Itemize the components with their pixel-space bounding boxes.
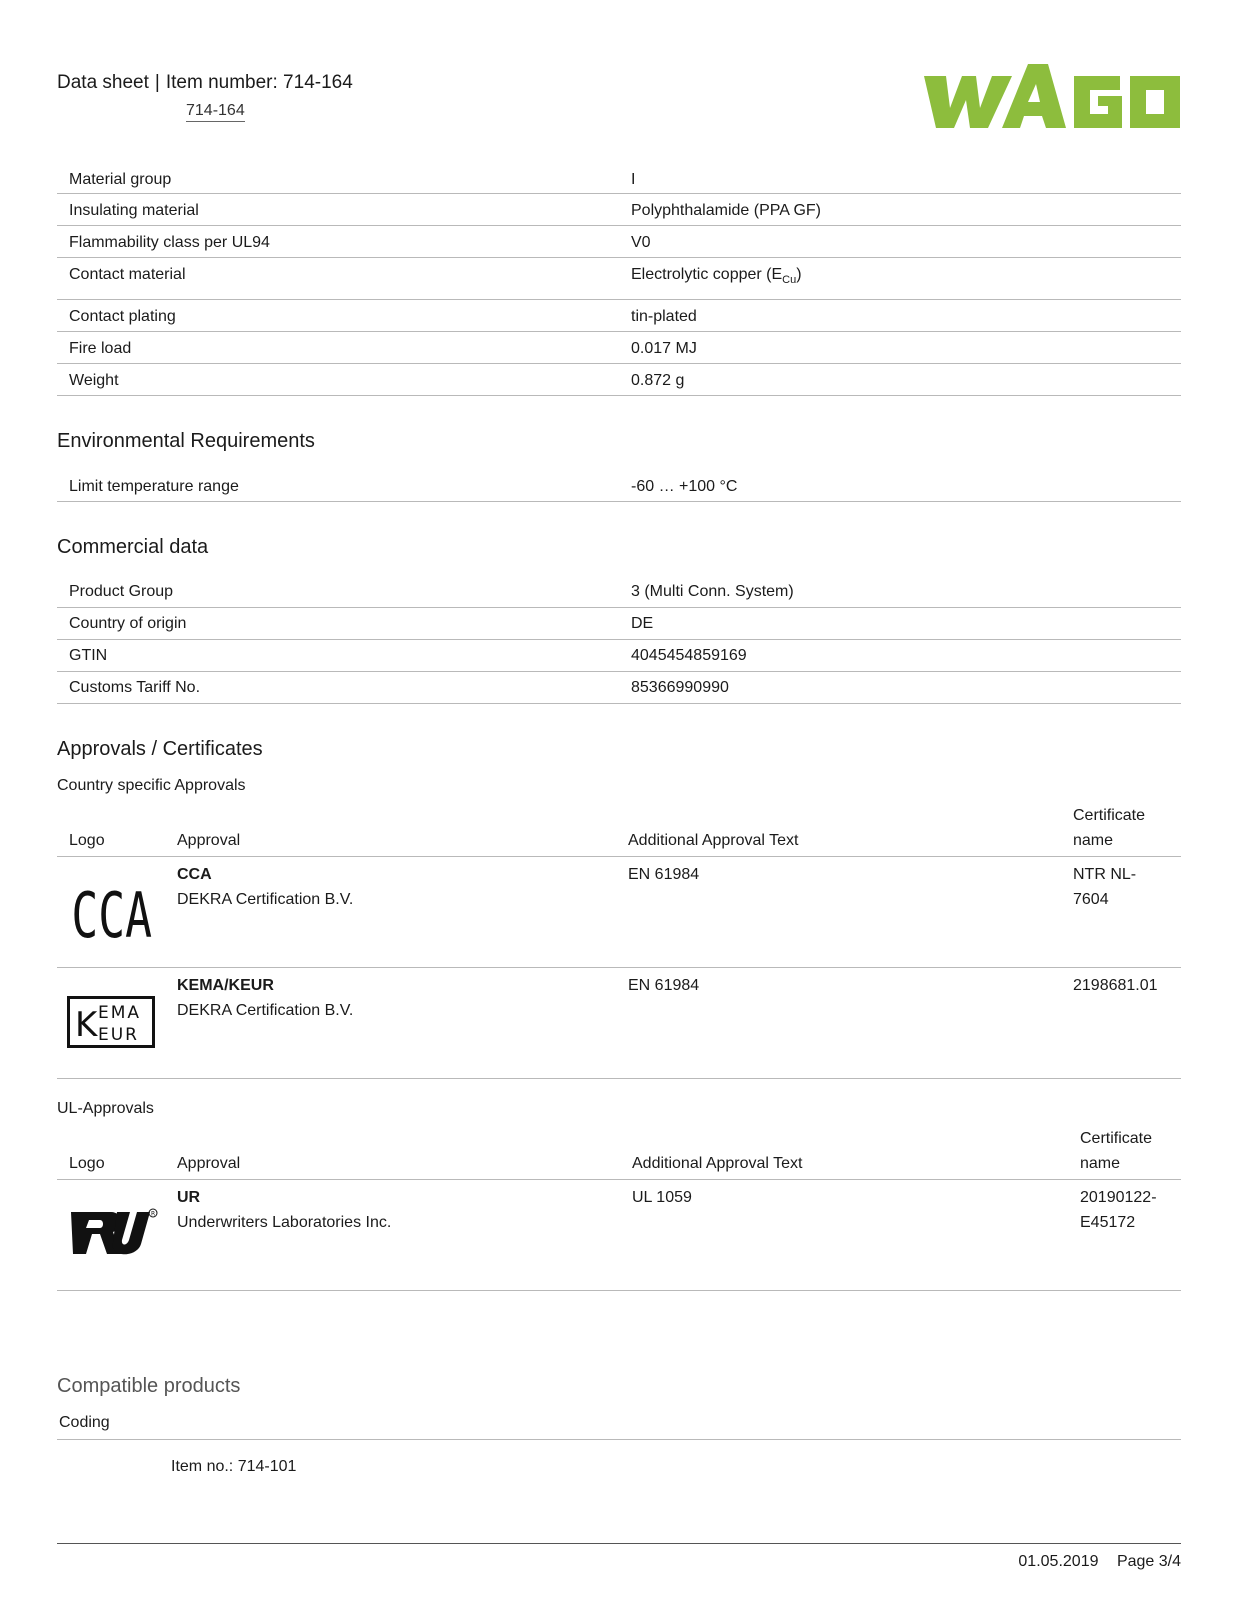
certificate-name-cont: E45172 bbox=[1080, 1214, 1136, 1231]
svg-text:CCA: CCA bbox=[71, 879, 152, 947]
svg-text:EMA: EMA bbox=[98, 1003, 142, 1023]
approval-name: KEMA/KEUR bbox=[177, 977, 274, 994]
row-key: Fire load bbox=[69, 340, 132, 357]
row-key: Contact material bbox=[69, 266, 186, 283]
doc-type-label: Data sheet bbox=[57, 72, 149, 93]
country-approvals-heading: Country specific Approvals bbox=[57, 777, 246, 794]
svg-text:K: K bbox=[75, 1005, 98, 1045]
row-key: Customs Tariff No. bbox=[69, 679, 201, 696]
certificate-name-cont: 7604 bbox=[1073, 891, 1109, 908]
compatible-item-link[interactable]: Item no.: 714-101 bbox=[171, 1458, 297, 1475]
row-value: tin-plated bbox=[631, 308, 697, 325]
col-header-certificate: Certificate bbox=[1080, 1130, 1153, 1147]
table-row bbox=[57, 364, 1181, 396]
compatible-products-heading: Compatible products bbox=[57, 1375, 241, 1397]
row-value: Electrolytic copper $(E_{Cu})$ bbox=[631, 266, 802, 286]
commercial-heading: Commercial data bbox=[57, 536, 209, 558]
approval-text: UL 1059 bbox=[632, 1189, 692, 1206]
col-header-text: Additional Approval Text bbox=[628, 832, 799, 849]
row-key: GTIN bbox=[69, 647, 108, 664]
row-value: 85366990990 bbox=[631, 679, 729, 696]
table-row bbox=[57, 1180, 1181, 1291]
item-link[interactable]: 714-164 bbox=[186, 102, 245, 122]
coding-heading: Coding bbox=[59, 1414, 110, 1431]
svg-text:EUR: EUR bbox=[98, 1025, 139, 1045]
table-row bbox=[57, 968, 1181, 1079]
approval-text: EN 61984 bbox=[628, 977, 700, 994]
approval-issuer: Underwriters Laboratories Inc. bbox=[177, 1214, 392, 1231]
col-header-certificate: Certificate bbox=[1073, 807, 1146, 824]
wago-logo bbox=[924, 58, 1180, 144]
ul-approvals-table bbox=[57, 1123, 1181, 1291]
certificate-name: 2198681.01 bbox=[1073, 977, 1158, 994]
col-header-text: Additional Approval Text bbox=[632, 1155, 803, 1172]
page-number: Page 3/4 bbox=[1116, 1553, 1181, 1570]
row-key: Weight bbox=[69, 372, 119, 389]
svg-text:R: R bbox=[151, 1210, 156, 1218]
table-row bbox=[57, 258, 1181, 300]
ul-recognized-logo-icon bbox=[67, 1206, 159, 1262]
divider bbox=[57, 1439, 1181, 1440]
row-key: Material group bbox=[69, 171, 172, 188]
approval-issuer: DEKRA Certification B.V. bbox=[177, 1002, 354, 1019]
page-title bbox=[57, 72, 353, 94]
country-approvals-table bbox=[57, 800, 1181, 1079]
table-row bbox=[57, 857, 1181, 968]
col-header-certificate-name: name bbox=[1073, 832, 1114, 849]
table-header bbox=[57, 800, 1181, 857]
row-key: Limit temperature range bbox=[69, 478, 239, 495]
col-header-logo: Logo bbox=[69, 832, 105, 849]
commercial-table bbox=[57, 576, 1181, 704]
approval-text: EN 61984 bbox=[628, 866, 700, 883]
table-row bbox=[57, 640, 1181, 672]
row-key: Contact plating bbox=[69, 308, 176, 325]
certificate-name: NTR NL- bbox=[1073, 866, 1137, 883]
row-key: Product Group bbox=[69, 583, 174, 600]
row-value: V0 bbox=[631, 234, 651, 251]
table-header bbox=[57, 1123, 1181, 1180]
table-row bbox=[57, 194, 1181, 226]
row-key: Flammability class per UL94 bbox=[69, 234, 270, 251]
table-row bbox=[57, 576, 1181, 608]
row-value: 4045454859169 bbox=[631, 647, 747, 664]
table-row bbox=[57, 226, 1181, 258]
col-header-certificate-name: name bbox=[1080, 1155, 1121, 1172]
table-row bbox=[57, 470, 1181, 502]
row-value: DE bbox=[631, 615, 654, 632]
footer-date: 01.05.2019 bbox=[1018, 1553, 1099, 1570]
kema-keur-logo-icon bbox=[67, 996, 155, 1048]
table-row bbox=[57, 672, 1181, 704]
table-row bbox=[57, 163, 1181, 194]
table-row bbox=[57, 300, 1181, 332]
row-value: 0.872 g bbox=[631, 372, 685, 389]
approval-name: CCA bbox=[177, 866, 212, 883]
approval-name: UR bbox=[177, 1189, 201, 1206]
table-row bbox=[57, 608, 1181, 640]
item-number-label: Item number: 714-164 bbox=[165, 72, 353, 93]
cca-logo-icon bbox=[67, 871, 157, 947]
ul-approvals-heading: UL-Approvals bbox=[57, 1100, 154, 1117]
row-value: -60 … +100 °C bbox=[631, 478, 738, 495]
footer-divider bbox=[57, 1543, 1181, 1544]
title-separator: | bbox=[154, 72, 160, 93]
environmental-heading: Environmental Requirements bbox=[57, 430, 315, 452]
row-key: Insulating material bbox=[69, 202, 199, 219]
approvals-heading: Approvals / Certificates bbox=[57, 738, 263, 760]
certificate-name: 20190122- bbox=[1080, 1189, 1157, 1206]
row-value: 0.017 MJ bbox=[631, 340, 697, 357]
row-value: I bbox=[631, 171, 636, 188]
row-value: Polyphthalamide (PPA GF) bbox=[631, 202, 822, 219]
table-row bbox=[57, 332, 1181, 364]
material-table bbox=[57, 163, 1181, 396]
col-header-approval: Approval bbox=[177, 832, 241, 849]
value-subscript: Cu bbox=[782, 274, 797, 286]
col-header-logo: Logo bbox=[69, 1155, 105, 1172]
environmental-table bbox=[57, 470, 1181, 502]
row-value: 3 (Multi Conn. System) bbox=[631, 583, 794, 600]
row-key: Country of origin bbox=[69, 615, 187, 632]
col-header-approval: Approval bbox=[177, 1155, 241, 1172]
footer bbox=[1004, 1553, 1181, 1571]
approval-issuer: DEKRA Certification B.V. bbox=[177, 891, 354, 908]
